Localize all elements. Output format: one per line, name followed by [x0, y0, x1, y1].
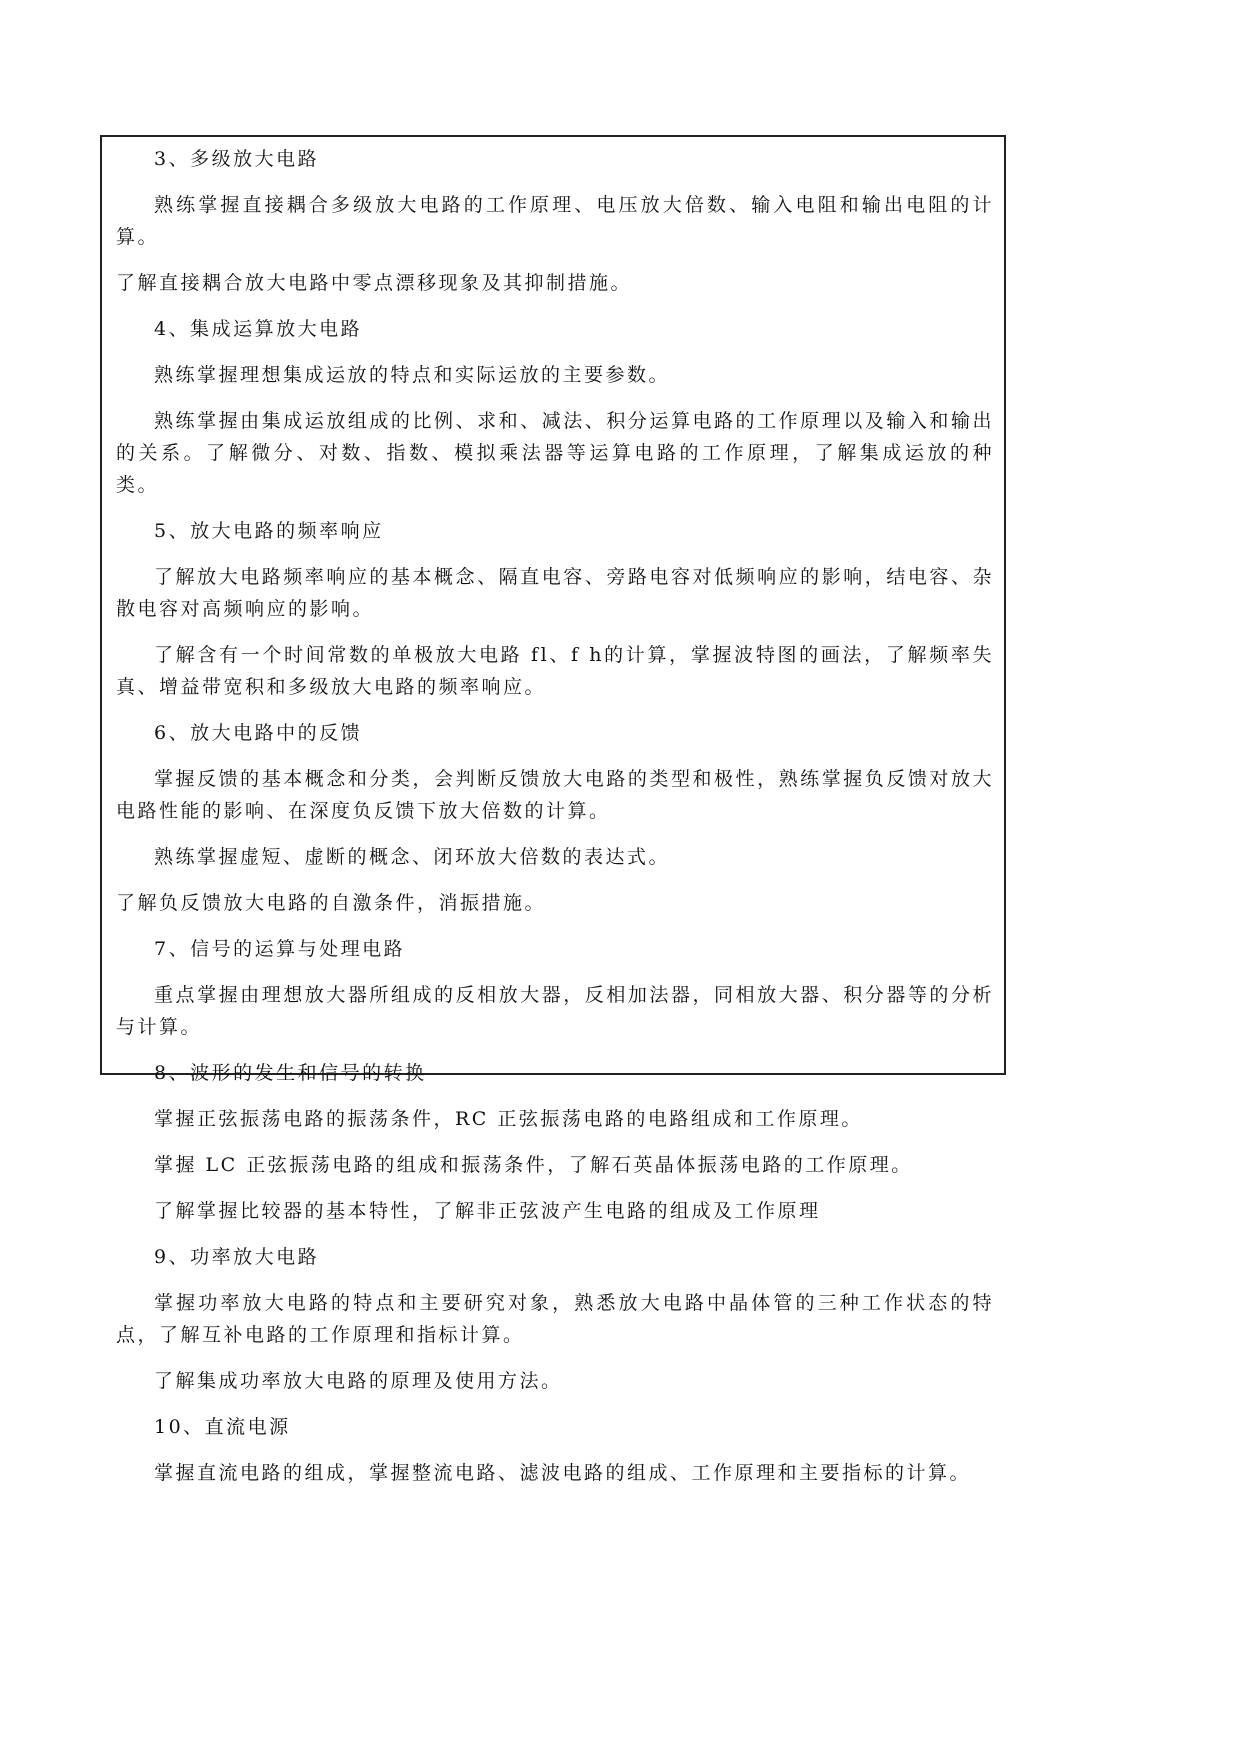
paragraph: 掌握直流电路的组成，掌握整流电路、滤波电路的组成、工作原理和主要指标的计算。: [154, 1462, 972, 1484]
paragraph: 掌握正弦振荡电路的振荡条件，RC 正弦振荡电路的电路组成和工作原理。: [154, 1108, 863, 1130]
paragraph: 重点掌握由理想放大器所组成的反相放大器，反相加法器，同相放大器、积分器等的分析与计算。: [116, 984, 994, 1038]
paragraph: 了解集成功率放大电路的原理及使用方法。: [154, 1370, 563, 1392]
section-heading-9: 9、功率放大电路: [154, 1246, 320, 1268]
section-heading-5: 5、放大电路的频率响应: [154, 520, 384, 542]
paragraph: 掌握反馈的基本概念和分类，会判断反馈放大电路的类型和极性，熟练掌握负反馈对放大电路性能的影响、在深度负反馈下放大倍数的计算。: [116, 768, 994, 822]
paragraph: 了解含有一个时间常数的单极放大电路 fl、f h的计算，掌握波特图的画法，了解频率失真、增益带宽积和多级放大电路的频率响应。: [116, 644, 994, 698]
paragraph: 熟练掌握直接耦合多级放大电路的工作原理、电压放大倍数、输入电阻和输出电阻的计算。: [116, 194, 994, 248]
section-heading-6: 6、放大电路中的反馈: [154, 722, 363, 744]
paragraph: 熟练掌握理想集成运放的特点和实际运放的主要参数。: [154, 364, 671, 386]
paragraph: 熟练掌握虚短、虚断的概念、闭环放大倍数的表达式。: [154, 846, 671, 868]
paragraph: 掌握功率放大电路的特点和主要研究对象，熟悉放大电路中晶体管的三种工作状态的特点，了解互补电路的工作原理和指标计算。: [116, 1292, 994, 1346]
paragraph: 熟练掌握由集成运放组成的比例、求和、减法、积分运算电路的工作原理以及输入和输出的关系。了解微分、对数、指数、模拟乘法器等运算电路的工作原理，了解集成运放的种类。: [116, 410, 994, 496]
section-heading-3: 3、多级放大电路: [154, 148, 320, 170]
section-heading-4: 4、集成运算放大电路: [154, 318, 363, 340]
paragraph: 了解掌握比较器的基本特性，了解非正弦波产生电路的组成及工作原理: [154, 1200, 821, 1222]
paragraph: 了解直接耦合放大电路中零点漂移现象及其抑制措施。: [116, 272, 633, 294]
paragraph: 了解负反馈放大电路的自激条件，消振措施。: [116, 892, 547, 914]
section-heading-8: 8、波形的发生和信号的转换: [154, 1062, 427, 1084]
content-table-cell: [100, 135, 1006, 1484]
paragraph: 掌握 LC 正弦振荡电路的组成和振荡条件，了解石英晶体振荡电路的工作原理。: [154, 1154, 913, 1176]
section-heading-10: 10、直流电源: [154, 1416, 291, 1438]
section-heading-7: 7、信号的运算与处理电路: [154, 938, 406, 960]
paragraph: 了解放大电路频率响应的基本概念、隔直电容、旁路电容对低频响应的影响，结电容、杂散电容对高频响应的影响。: [116, 566, 994, 620]
